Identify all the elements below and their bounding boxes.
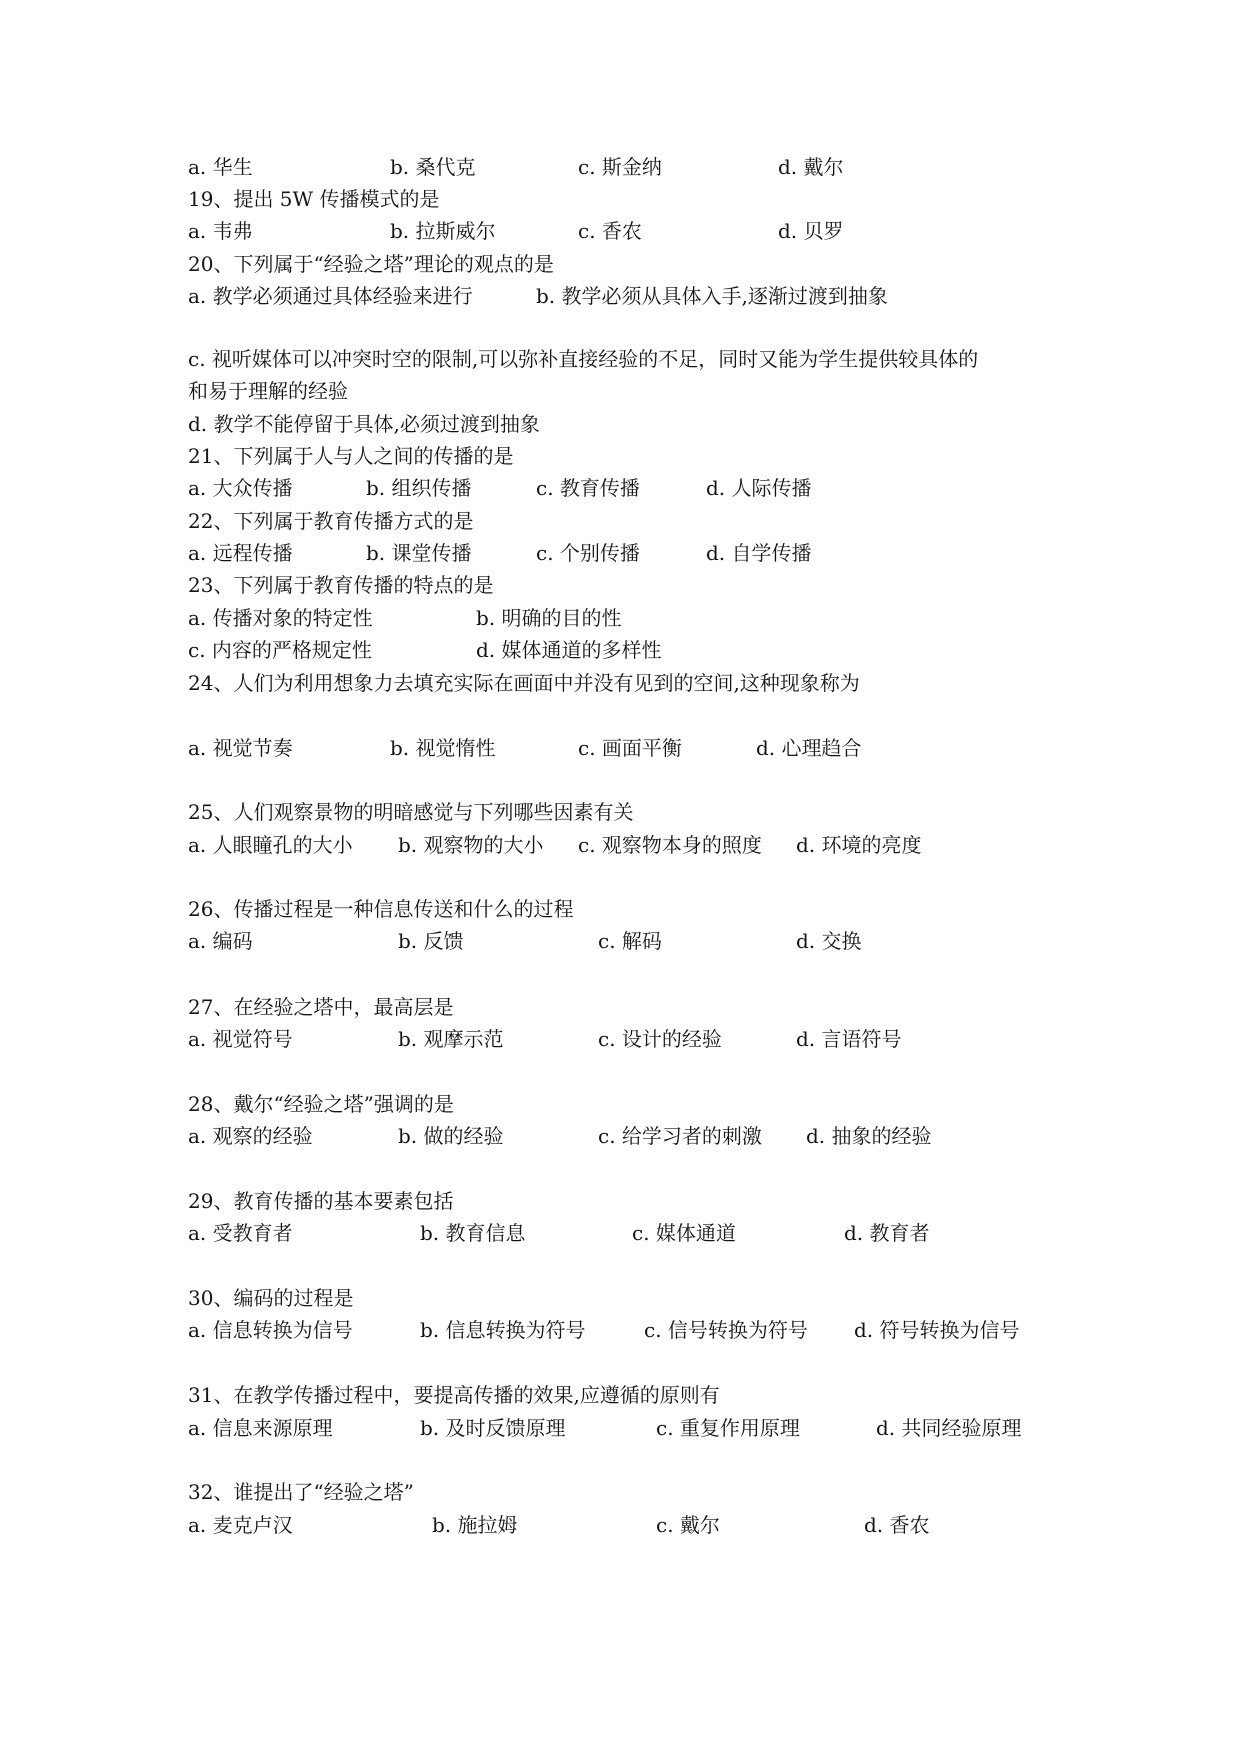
q22-option-b: b. 课堂传播 [366,541,472,565]
q21-option-d: d. 人际传播 [706,476,812,500]
q25-option-d: d. 环境的亮度 [796,833,922,857]
q24-option-d: d. 心理趋合 [756,736,862,760]
q27-option-a: a. 视觉符号 [188,1027,293,1051]
q25-stem: 25、人们观察景物的明暗感觉与下列哪些因素有关 [188,800,634,824]
q20-option-a: a. 教学必须通过具体经验来进行 [188,284,473,308]
q24-stem: 24、人们为利用想象力去填充实际在画面中并没有见到的空间,这种现象称为 [188,671,860,695]
q18-option-c: c. 斯金纳 [578,155,662,179]
q19-option-a: a. 韦弗 [188,219,253,243]
q23-stem: 23、下列属于教育传播的特点的是 [188,573,494,597]
q22-option-d: d. 自学传播 [706,541,812,565]
q19-option-c: c. 香农 [578,219,642,243]
q22-option-a: a. 远程传播 [188,541,293,565]
q27-option-c: c. 设计的经验 [598,1027,722,1051]
q21-option-a: a. 大众传播 [188,476,293,500]
q29-option-b: b. 教育信息 [420,1221,526,1245]
q22-stem: 22、下列属于教育传播方式的是 [188,509,474,533]
q31-option-a: a. 信息来源原理 [188,1416,333,1440]
q32-option-d: d. 香农 [864,1513,930,1537]
q31-stem: 31、在教学传播过程中，要提高传播的效果,应遵循的原则有 [188,1383,720,1407]
q19-option-d: d. 贝罗 [778,219,844,243]
q28-option-c: c. 给学习者的刺激 [598,1124,762,1148]
q19-option-b: b. 拉斯威尔 [390,219,496,243]
q26-option-b: b. 反馈 [398,929,464,953]
q20-option-c-line1: c. 视听媒体可以冲突时空的限制,可以弥补直接经验的不足，同时又能为学生提供较具体的 [188,347,979,371]
q25-option-b: b. 观察物的大小 [398,833,544,857]
q24-option-b: b. 视觉惰性 [390,736,496,760]
q27-option-d: d. 言语符号 [796,1027,902,1051]
q24-option-c: c. 画面平衡 [578,736,682,760]
q19-stem: 19、提出 5W 传播模式的是 [188,187,440,211]
q32-option-c: c. 戴尔 [656,1513,720,1537]
q29-option-d: d. 教育者 [844,1221,930,1245]
q20-option-d: d. 教学不能停留于具体,必须过渡到抽象 [188,412,540,436]
q21-stem: 21、下列属于人与人之间的传播的是 [188,444,514,468]
q26-option-d: d. 交换 [796,929,862,953]
q23-option-b: b. 明确的目的性 [476,606,622,630]
q25-option-c: c. 观察物本身的照度 [578,833,762,857]
q30-option-c: c. 信号转换为符号 [644,1318,808,1342]
q27-option-b: b. 观摩示范 [398,1027,504,1051]
q30-option-d: d. 符号转换为信号 [854,1318,1020,1342]
q32-option-b: b. 施拉姆 [432,1513,518,1537]
q23-option-c: c. 内容的严格规定性 [188,638,372,662]
q24-option-a: a. 视觉节奏 [188,736,293,760]
q32-option-a: a. 麦克卢汉 [188,1513,293,1537]
q29-option-a: a. 受教育者 [188,1221,293,1245]
q23-option-d: d. 媒体通道的多样性 [476,638,662,662]
q28-option-a: a. 观察的经验 [188,1124,313,1148]
q29-stem: 29、教育传播的基本要素包括 [188,1189,454,1213]
q23-option-a: a. 传播对象的特定性 [188,606,373,630]
q18-option-d: d. 戴尔 [778,155,844,179]
q31-option-c: c. 重复作用原理 [656,1416,800,1440]
q28-option-b: b. 做的经验 [398,1124,504,1148]
q26-option-a: a. 编码 [188,929,253,953]
q20-stem: 20、下列属于“经验之塔”理论的观点的是 [188,252,554,276]
q26-stem: 26、传播过程是一种信息传送和什么的过程 [188,897,574,921]
q22-option-c: c. 个别传播 [536,541,640,565]
q30-stem: 30、编码的过程是 [188,1286,354,1310]
q21-option-b: b. 组织传播 [366,476,472,500]
q20-option-b: b. 教学必须从具体入手,逐渐过渡到抽象 [536,284,888,308]
q25-option-a: a. 人眼瞳孔的大小 [188,833,353,857]
q30-option-a: a. 信息转换为信号 [188,1318,353,1342]
q18-option-a: a. 华生 [188,155,253,179]
q28-option-d: d. 抽象的经验 [806,1124,932,1148]
q27-stem: 27、在经验之塔中，最高层是 [188,995,454,1019]
q31-option-b: b. 及时反馈原理 [420,1416,566,1440]
q30-option-b: b. 信息转换为符号 [420,1318,586,1342]
q20-option-c-line2: 和易于理解的经验 [188,379,348,403]
q26-option-c: c. 解码 [598,929,662,953]
q28-stem: 28、戴尔“经验之塔”强调的是 [188,1092,454,1116]
q32-stem: 32、谁提出了“经验之塔” [188,1480,414,1504]
q29-option-c: c. 媒体通道 [632,1221,736,1245]
q21-option-c: c. 教育传播 [536,476,640,500]
q18-option-b: b. 桑代克 [390,155,476,179]
q31-option-d: d. 共同经验原理 [876,1416,1022,1440]
